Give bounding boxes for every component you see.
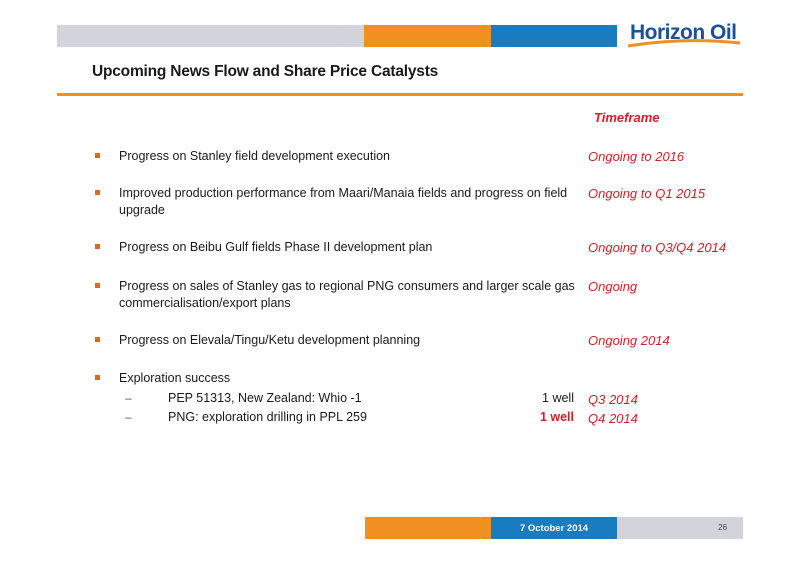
item-text: Progress on Stanley field development execution — [119, 149, 390, 163]
well-count: 1 well — [539, 410, 574, 424]
horizon-oil-logo — [624, 19, 742, 51]
item-text: Exploration success — [119, 371, 231, 385]
item-text: Progress on sales of Stanley gas to regional PNG consumers and larger scale gas commercialisation/export plans — [119, 279, 575, 310]
item-timeframe: Ongoing to Q3/Q4 2014 — [588, 240, 727, 255]
page-title: Upcoming News Flow and Share Price Catalysts — [92, 63, 439, 80]
bullet-icon — [95, 190, 100, 195]
bullet-icon — [95, 283, 100, 288]
item-timeframe: Ongoing to Q1 2015 — [588, 186, 706, 201]
bullet-icon — [95, 375, 100, 380]
bullet-icon — [95, 244, 100, 249]
sub-item-text: PNG: exploration drilling in PPL 259 — [168, 410, 367, 424]
footer-page-box — [617, 517, 743, 539]
item-text: Improved production performance from Maari/Manaia fields and progress on field upgrade — [119, 186, 568, 217]
well-count: 1 well — [542, 391, 574, 405]
item-timeframe: Ongoing to 2016 — [588, 149, 685, 164]
page-number: 26 — [718, 523, 727, 532]
item-text: Progress on Beibu Gulf fields Phase II development plan — [119, 240, 433, 254]
bullet-icon — [95, 153, 100, 158]
logo-text: Horizon Oil — [630, 21, 737, 44]
footer-bar — [365, 517, 743, 539]
header-color-bar — [57, 25, 617, 47]
dash-marker: – — [125, 410, 132, 424]
sub-item-text: PEP 51313, New Zealand: Whio -1 — [168, 391, 362, 405]
item-timeframe: Ongoing 2014 — [588, 333, 670, 348]
item-timeframe: Ongoing — [588, 279, 638, 294]
bullet-icon — [95, 337, 100, 342]
sub-item-timeframe: Q4 2014 — [588, 411, 638, 426]
footer-bar-orange — [365, 517, 491, 539]
footer-date-box — [491, 517, 617, 539]
timeframe-column-header: Timeframe — [594, 110, 660, 125]
title-divider — [57, 93, 743, 96]
footer-date: 7 October 2014 — [519, 522, 589, 534]
dash-marker: – — [125, 391, 132, 405]
header-bar-orange — [364, 25, 491, 47]
sub-item-timeframe: Q3 2014 — [588, 392, 638, 407]
header-bar-grey — [57, 25, 364, 47]
header-bar-blue — [491, 25, 617, 47]
item-text: Progress on Elevala/Tingu/Ketu development planning — [119, 333, 421, 347]
